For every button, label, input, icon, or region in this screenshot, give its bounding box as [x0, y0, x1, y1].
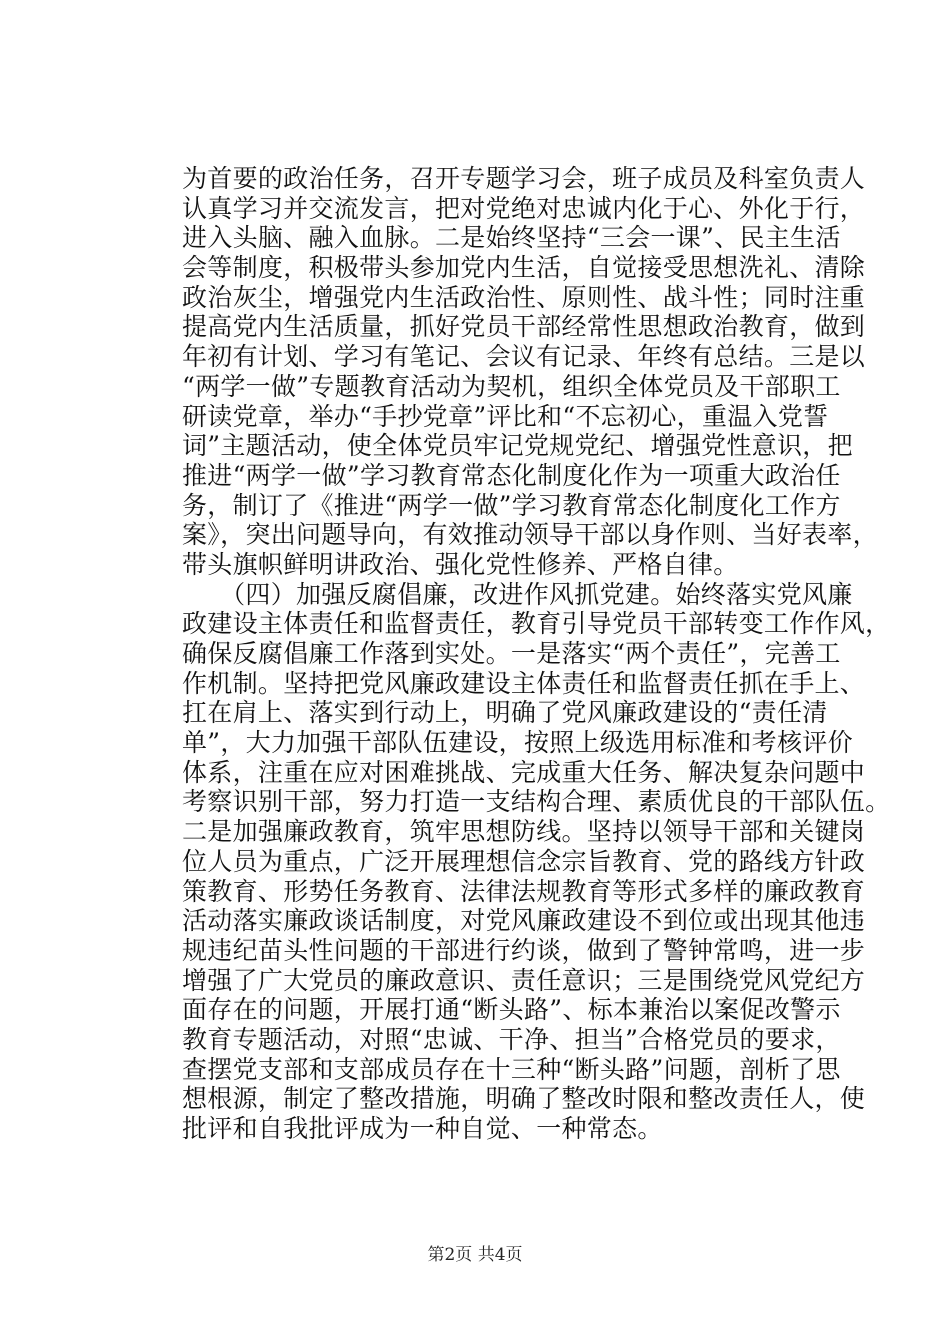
- text-line: 提高党内生活质量，抓好党员干部经常性思想政治教育，做到: [182, 312, 866, 342]
- text-line: （四）加强反腐倡廉，改进作风抓党建。始终落实党风廉: [182, 579, 853, 609]
- text-line: 为首要的政治任务，召开专题学习会，班子成员及科室负责人: [182, 164, 866, 193]
- text-line: 体系，注重在应对困难挑战、完成重大任务、解决复杂问题中: [182, 757, 866, 787]
- text-line: “两学一做”专题教育活动为契机，组织全体党员及干部职工: [182, 371, 841, 401]
- text-line: 位人员为重点，广泛开展理想信念宗旨教育、党的路线方针政: [182, 846, 866, 876]
- text-line: 政治灰尘，增强党内生活政治性、原则性、战斗性；同时注重: [182, 282, 866, 312]
- page-footer: [0, 1243, 950, 1267]
- text-line: 增强了广大党员的廉政意识、责任意识；三是围绕党风党纪方: [182, 965, 866, 995]
- text-line: 查摆党支部和支部成员存在十三种“断头路”问题，剖析了思: [182, 1054, 841, 1084]
- text-line: 研读党章，举办“手抄党章”评比和“不忘初心，重温入党誓: [182, 401, 829, 431]
- text-line: 词”主题活动，使全体党员牢记党规党纪、增强党性意识，把: [182, 431, 853, 461]
- text-line: 政建设主体责任和监督责任，教育引导党员干部转变工作作风，: [182, 609, 891, 639]
- text-line: 年初有计划、学习有笔记、会议有记录、年终有总结。三是以: [182, 342, 866, 372]
- text-line: 批评和自我批评成为一种自觉、一种常态。: [182, 1114, 663, 1143]
- text-line: 规违纪苗头性问题的干部进行约谈，做到了警钟常鸣，进一步: [182, 935, 866, 965]
- text-line: 作机制。坚持把党风廉政建设主体责任和监督责任抓在手上、: [182, 668, 866, 698]
- body-text: [182, 164, 891, 1144]
- text-line: 进入头脑、融入血脉。二是始终坚持“三会一课”、民主生活: [182, 223, 841, 253]
- text-line: 活动落实廉政谈话制度，对党风廉政建设不到位或出现其他违: [182, 906, 866, 936]
- page-number: 第2页 共4页: [427, 1245, 523, 1265]
- text-line: 推进“两学一做”学习教育常态化制度化作为一项重大政治任: [182, 460, 841, 490]
- text-line: 会等制度，积极带头参加党内生活，自觉接受思想洗礼、清除: [182, 253, 866, 283]
- text-line: 策教育、形势任务教育、法律法规教育等形式多样的廉政教育: [182, 876, 866, 906]
- text-line: 扛在肩上、落实到行动上，明确了党风廉政建设的“责任清: [182, 698, 828, 728]
- text-line: 务，制订了《推进“两学一做”学习教育常态化制度化工作方: [182, 490, 841, 520]
- text-line: 考察识别干部，努力打造一支结构合理、素质优良的干部队伍。: [182, 787, 891, 817]
- text-line: 面存在的问题，开展打通“断头路”、标本兼治以案促改警示: [182, 995, 841, 1025]
- text-line: 认真学习并交流发言，把对党绝对忠诚内化于心、外化于行，: [182, 193, 866, 223]
- text-line: 想根源，制定了整改措施，明确了整改时限和整改责任人，使: [182, 1084, 866, 1114]
- text-line: 确保反腐倡廉工作落到实处。一是落实“两个责任”，完善工: [182, 639, 841, 668]
- text-line: 带头旗帜鲜明讲政治、强化党性修养、严格自律。: [182, 549, 739, 579]
- text-line: 教育专题活动，对照“忠诚、干净、担当”合格党员的要求，: [182, 1024, 841, 1054]
- text-line: 案》，突出问题导向，有效推动领导干部以身作则、当好表率，: [182, 520, 878, 550]
- text-line: 单”，大力加强干部队伍建设，按照上级选用标准和考核评价: [182, 728, 853, 758]
- text-line: 二是加强廉政教育，筑牢思想防线。坚持以领导干部和关键岗: [182, 817, 866, 847]
